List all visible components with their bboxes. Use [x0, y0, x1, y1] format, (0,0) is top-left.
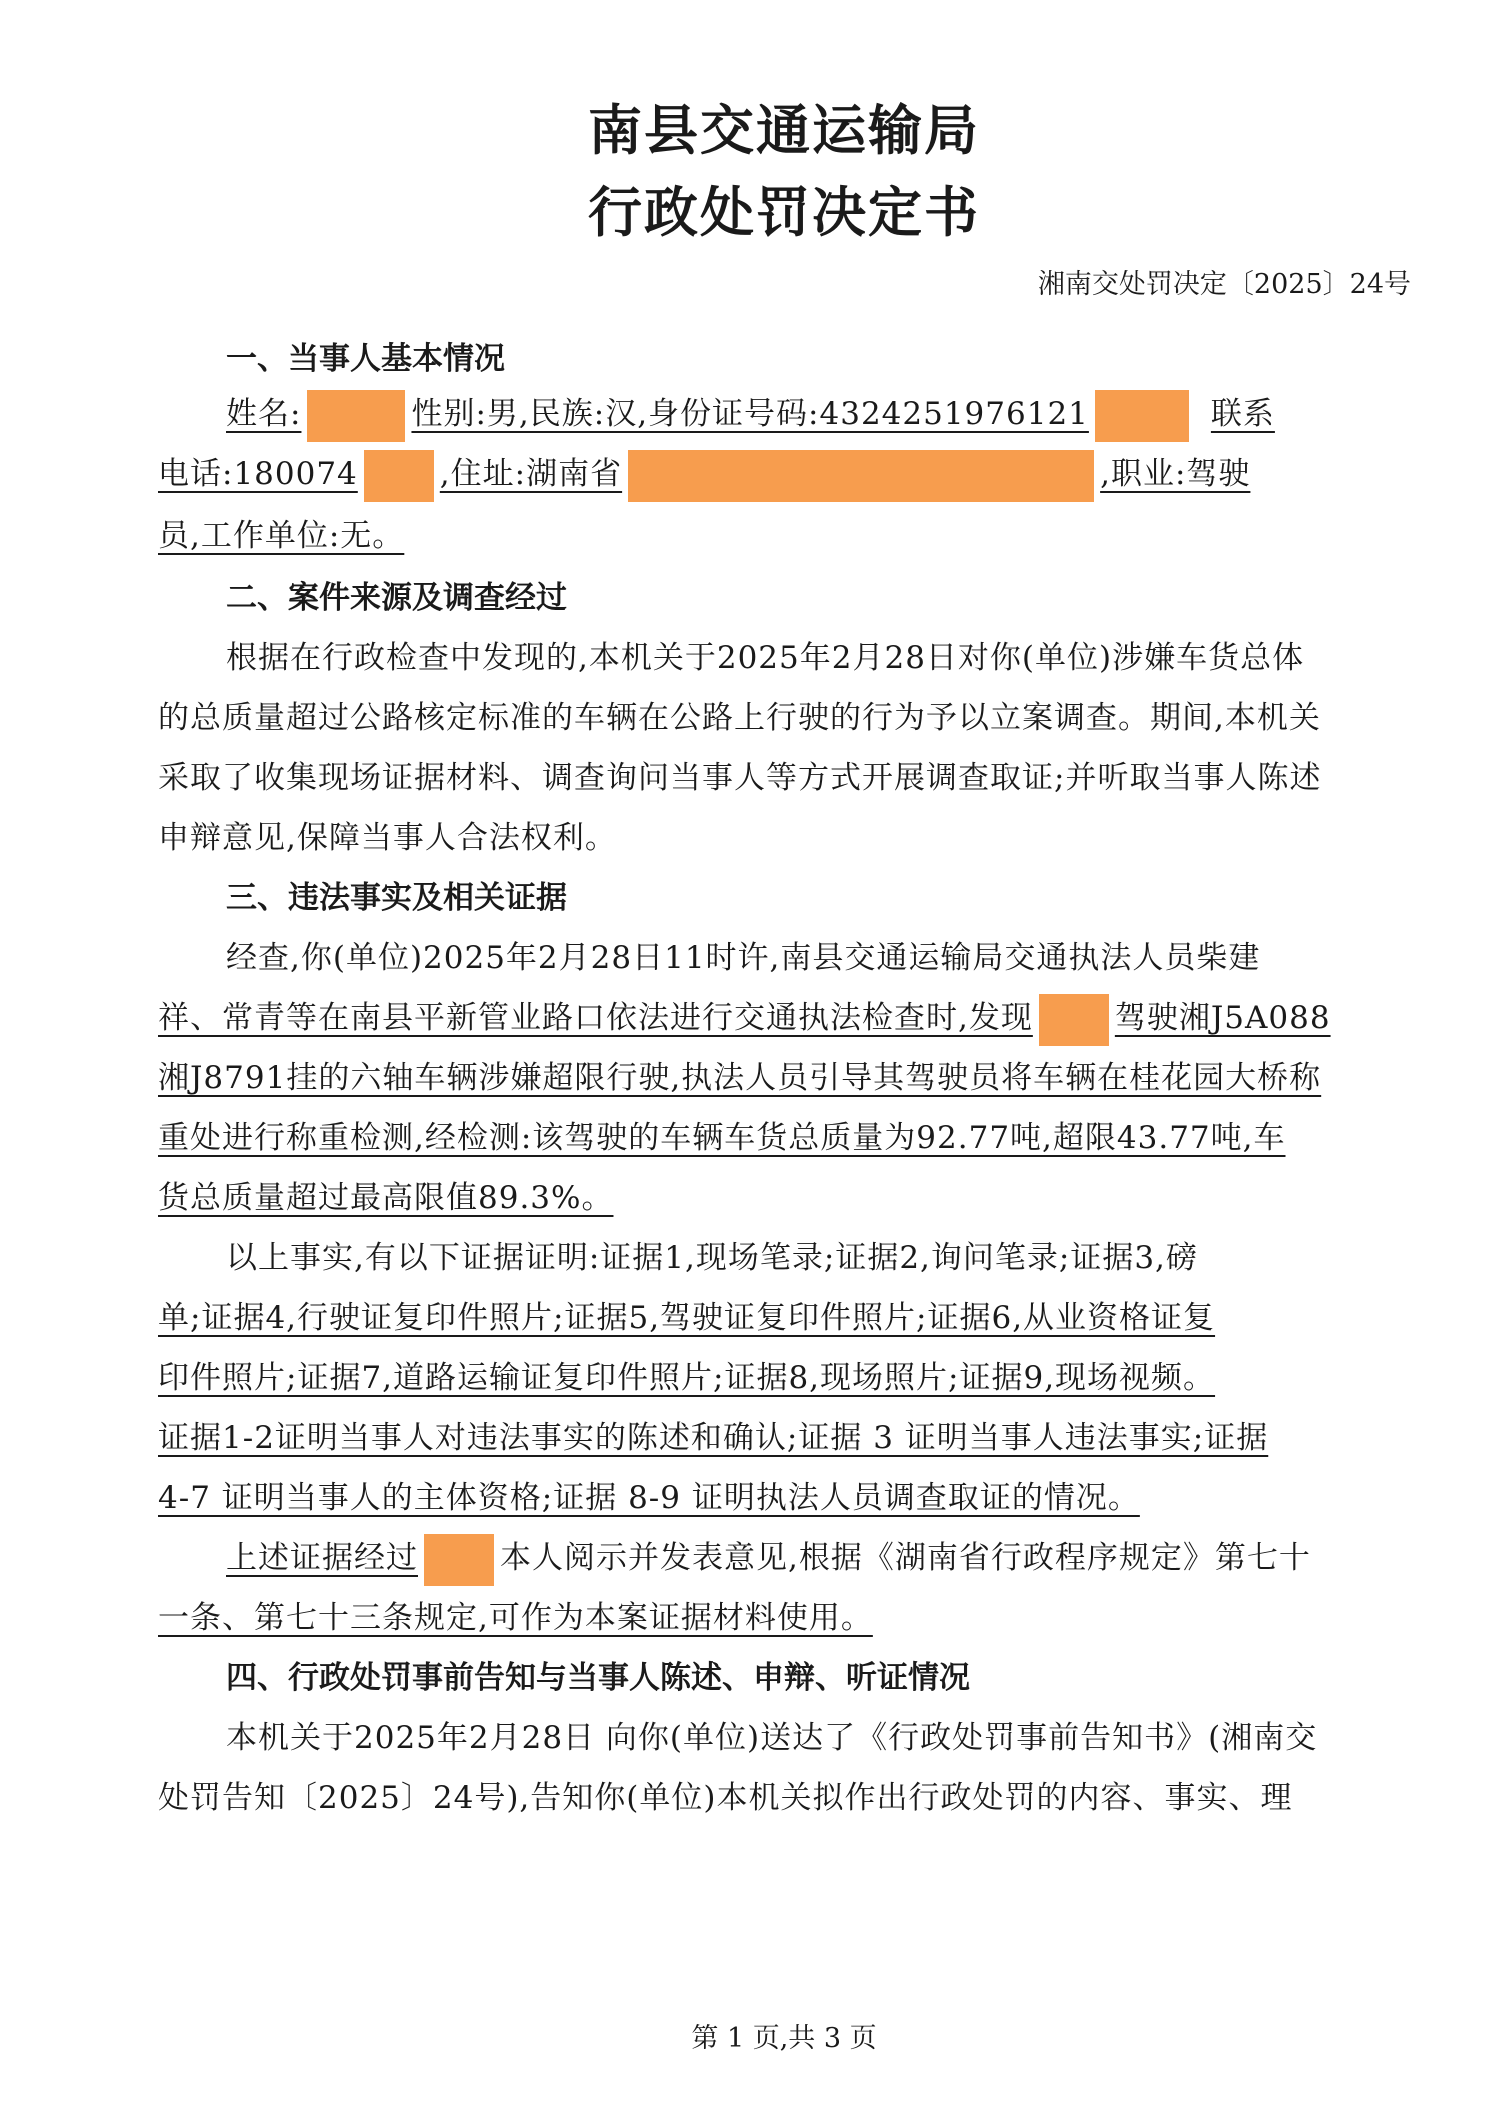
- case-source-line-4: 申辩意见,保障当事人合法权利。: [158, 820, 617, 856]
- evidence-text: 上述证据经过: [226, 1540, 418, 1576]
- facts-line-5: 货总质量超过最高限值89.3%。: [158, 1180, 614, 1216]
- redaction-block: [628, 450, 1094, 502]
- evidence-line-7: 一条、第七十三条规定,可作为本案证据材料使用。: [158, 1600, 873, 1636]
- party-line-3: [158, 510, 404, 555]
- facts-line-2: [158, 992, 1331, 1046]
- doc-title-line1: 南县交通运输局: [588, 99, 980, 162]
- facts-text: 祥、常青等在南县平新管业路口依法进行交通执法检查时,发现: [158, 1000, 1033, 1036]
- evidence-line-2: 单;证据4,行驶证复印件照片;证据5,驾驶证复印件照片;证据6,从业资格证复: [158, 1300, 1216, 1336]
- notice-line-2: 处罚告知〔2025〕24号),告知你(单位)本机关拟作出行政处罚的内容、事实、理: [158, 1780, 1293, 1816]
- page-footer: 第 1 页,共 3 页: [691, 2023, 877, 2054]
- facts-line-1: 经查,你(单位)2025年2月28日11时许,南县交通运输局交通执法人员柴建: [226, 940, 1261, 976]
- evidence-line-4: 证据1-2证明当事人对违法事实的陈述和确认;证据 3 证明当事人违法事实;证据: [158, 1420, 1269, 1456]
- redaction-block: [424, 1534, 494, 1586]
- evidence-text: 本人阅示并发表意见,根据《湖南省行政程序规定》第七十: [500, 1540, 1311, 1576]
- section-heading-1: 一、当事人基本情况: [226, 341, 505, 377]
- redaction-block: [364, 450, 434, 502]
- facts-line-4: 重处进行称重检测,经检测:该驾驶的车辆车货总质量为92.77吨,超限43.77吨,车: [158, 1120, 1286, 1156]
- evidence-line-1: 以上事实,有以下证据证明:证据1,现场笔录;证据2,询问笔录;证据3,磅: [226, 1240, 1198, 1276]
- section-heading-4: 四、行政处罚事前告知与当事人陈述、申辩、听证情况: [226, 1660, 970, 1696]
- case-source-line-3: 采取了收集现场证据材料、调查询问当事人等方式开展调查取证;并听取当事人陈述: [158, 760, 1322, 796]
- address-text: ,住址:湖南省: [439, 456, 623, 492]
- phone-text: 电话:180074: [158, 456, 358, 492]
- facts-line-3: 湘J8791挂的六轴车辆涉嫌超限行驶,执法人员引导其驾驶员将车辆在桂花园大桥称: [158, 1060, 1322, 1096]
- evidence-line-5: 4-7 证明当事人的主体资格;证据 8-9 证明执法人员调查取证的情况。: [158, 1480, 1140, 1516]
- redaction-block: [1095, 390, 1189, 442]
- employer-text: 员,工作单位:无。: [158, 518, 405, 554]
- redaction-block: [307, 390, 405, 442]
- redaction-block: [1039, 994, 1109, 1046]
- gender-id-text: 性别:男,民族:汉,身份证号码:4324251976121: [411, 396, 1089, 432]
- case-source-line-2: 的总质量超过公路核定标准的车辆在公路上行驶的行为予以立案调查。期间,本机关: [158, 700, 1321, 736]
- notice-line-1: 本机关于2025年2月28日 向你(单位)送达了《行政处罚事前告知书》(湘南交: [226, 1720, 1318, 1756]
- name-label: 姓名:: [226, 396, 302, 432]
- contact-label: 联系: [1210, 396, 1275, 432]
- doc-number: 湘南交处罚决定〔2025〕24号: [1037, 269, 1411, 300]
- doc-title-line2: 行政处罚决定书: [588, 181, 980, 244]
- evidence-line-3: 印件照片;证据7,道路运输证复印件照片;证据8,现场照片;证据9,现场视频。: [158, 1360, 1216, 1396]
- party-line-1: [226, 388, 1275, 442]
- party-line-2: [158, 448, 1250, 502]
- section-heading-2: 二、案件来源及调查经过: [226, 580, 567, 616]
- occupation-text: ,职业:驾驶: [1100, 456, 1251, 492]
- facts-text: 驾驶湘J5A088: [1114, 1000, 1331, 1036]
- section-heading-3: 三、违法事实及相关证据: [226, 880, 567, 916]
- case-source-line-1: 根据在行政检查中发现的,本机关于2025年2月28日对你(单位)涉嫌车货总体: [226, 640, 1305, 676]
- evidence-line-6: [226, 1532, 1311, 1586]
